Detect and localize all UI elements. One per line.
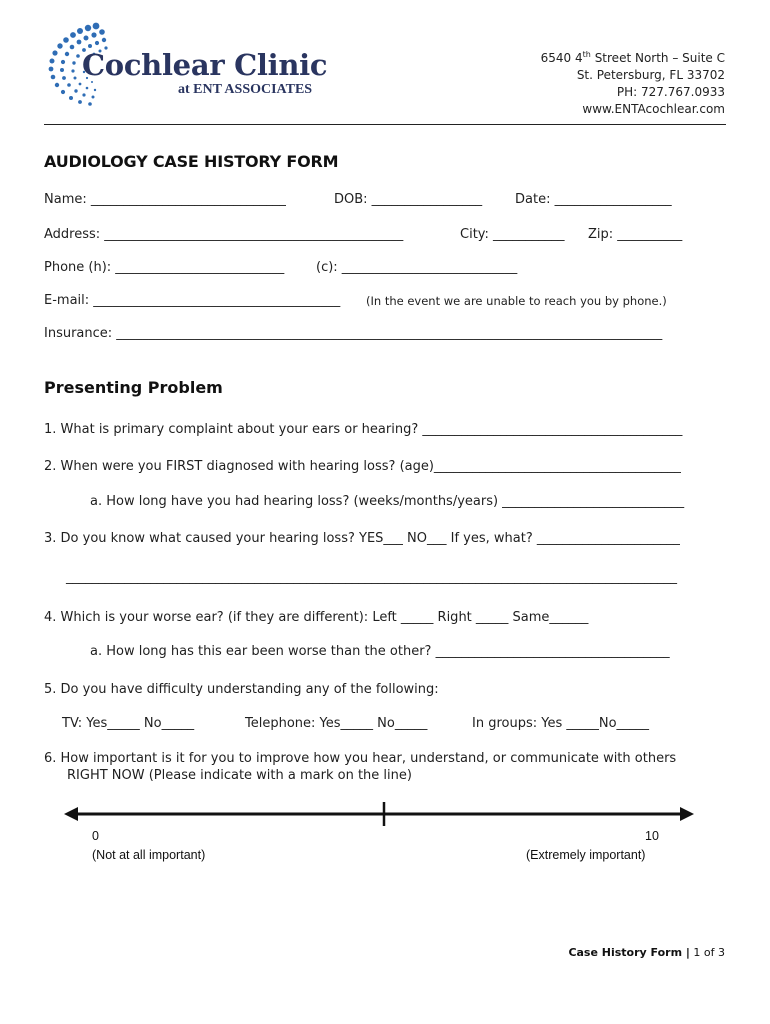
- name-field[interactable]: Name: ______________________________: [44, 192, 286, 207]
- question-4a[interactable]: a. How long has this ear been worse than the other? ____________________________________: [90, 644, 670, 659]
- question-2a[interactable]: a. How long have you had hearing loss? (weeks/months/years) ____________________________: [90, 494, 685, 509]
- form-title: AUDIOLOGY CASE HISTORY FORM: [44, 152, 339, 171]
- address-street: 6540 4th Street North – Suite C: [540, 50, 725, 65]
- date-field[interactable]: Date: __________________: [515, 192, 672, 207]
- scale-max-label: (Extremely important): [526, 848, 646, 862]
- question-3-answer-line[interactable]: ______________________________________________________________________________________________: [66, 570, 677, 585]
- question-1[interactable]: 1. What is primary complaint about your ears or hearing? ________________________________________: [44, 422, 683, 437]
- address-phone: PH: 727.767.0933: [616, 85, 725, 99]
- scale-max-value: 10: [645, 829, 659, 843]
- page-footer: Case History Form | 1 of 3: [568, 946, 725, 959]
- question-6-line-2: RIGHT NOW (Please indicate with a mark on the line): [67, 768, 412, 783]
- clinic-logo-subtitle: at ENT ASSOCIATES: [178, 82, 313, 97]
- question-5: 5. Do you have difficulty understanding any of the following:: [44, 682, 439, 697]
- question-5-telephone[interactable]: Telephone: Yes_____ No_____: [245, 716, 428, 731]
- header-divider: [44, 124, 726, 125]
- presenting-problem-heading: Presenting Problem: [44, 378, 223, 397]
- email-note: (In the event we are unable to reach you by phone.): [366, 294, 667, 308]
- scale-right-arrow-icon: [680, 807, 694, 821]
- question-2[interactable]: 2. When were you FIRST diagnosed with hearing loss? (age)______________________________________: [44, 459, 681, 474]
- phone-cell-field[interactable]: (c): ___________________________: [316, 260, 518, 275]
- insurance-field[interactable]: Insurance: ____________________________________________________________________________________: [44, 326, 663, 341]
- zip-field[interactable]: Zip: __________: [588, 227, 683, 242]
- address-website: www.ENTAcochlear.com: [582, 102, 725, 116]
- email-field[interactable]: E-mail: ______________________________________: [44, 293, 341, 308]
- importance-scale-line[interactable]: [64, 798, 694, 838]
- footer-label: Case History Form: [568, 946, 683, 959]
- footer-page-number: 1 of 3: [693, 946, 725, 959]
- question-6-line-1: 6. How important is it for you to improve how you hear, understand, or communicate with others: [44, 751, 677, 766]
- city-field[interactable]: City: ___________: [460, 227, 565, 242]
- address-field[interactable]: Address: ______________________________________________: [44, 227, 404, 242]
- clinic-address-block: [541, 46, 725, 118]
- scale-min-label: (Not at all important): [92, 848, 206, 862]
- clinic-logo-title: Cochlear Clinic: [82, 48, 328, 82]
- question-5-groups[interactable]: In groups: Yes _____No_____: [472, 716, 650, 731]
- dob-field[interactable]: DOB: _________________: [334, 192, 483, 207]
- scale-min-value: 0: [92, 829, 99, 843]
- phone-home-field[interactable]: Phone (h): __________________________: [44, 260, 285, 275]
- question-5-tv[interactable]: TV: Yes_____ No_____: [62, 716, 195, 731]
- scale-left-arrow-icon: [64, 807, 78, 821]
- question-3[interactable]: 3. Do you know what caused your hearing loss? YES___ NO___ If yes, what? ______________________: [44, 531, 680, 546]
- question-4[interactable]: 4. Which is your worse ear? (if they are different): Left _____ Right _____ Same______: [44, 610, 589, 625]
- address-city: St. Petersburg, FL 33702: [576, 68, 725, 82]
